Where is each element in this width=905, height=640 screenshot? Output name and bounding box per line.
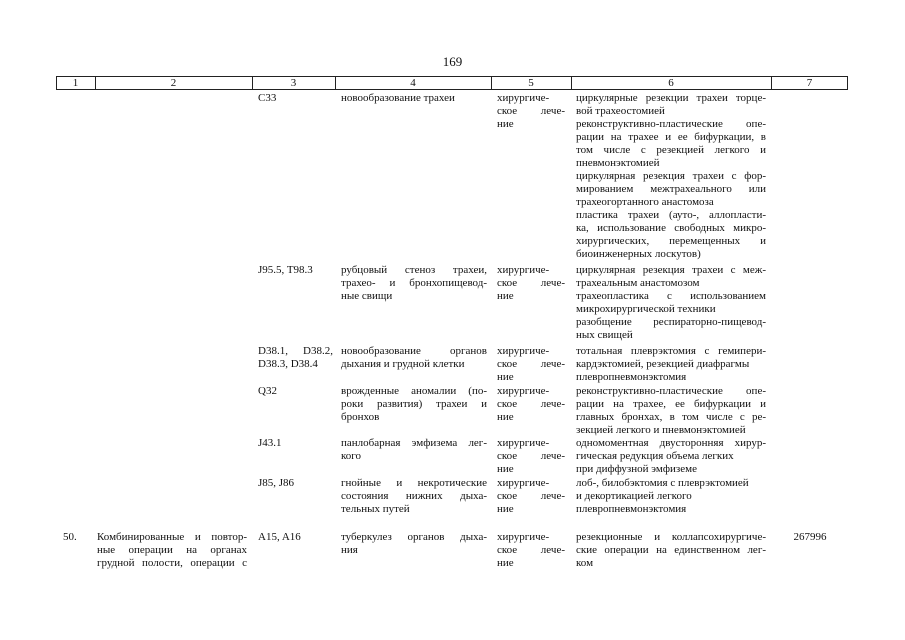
treatment-line: ние [497,371,514,383]
method-line: циркулярная резекция трахеи с меж- [576,264,766,276]
header-cell-3: 3 [290,77,297,89]
model-cell [341,385,487,424]
treatment-line: хирургиче- [497,531,550,543]
method-cell [576,264,766,342]
model-line: гнойные и некротические [341,477,487,489]
treatment-line: хирургиче- [497,92,550,104]
method-line: трахеопластика с использованием [576,290,766,302]
model-line: состояния нижних дыха- [341,490,487,502]
method-line: пневмонэктомией [576,157,660,169]
header-divider [95,76,96,90]
method-line: циркулярные резекции трахеи торце- [576,92,766,104]
procedure-name-line: ные операции на органах [97,544,247,556]
method-line: ские операции на единственном лег- [576,544,766,556]
model-line: панлобарная эмфизема лег- [341,437,487,449]
method-line: при диффузной эмфиземе [576,463,697,475]
method-line: ка, использование свободных микро- [576,222,766,234]
method-line: рации на трахее, ее бифуркации и [576,398,766,410]
method-line: мированием межтрахеального или [576,183,766,195]
method-line: рации на трахее и ее бифуркации, в [576,131,766,143]
treatment-line: ское лече- [497,277,565,289]
treatment-line: хирургиче- [497,345,550,357]
header-cell-7: 7 [806,77,813,89]
treatment-line: ние [497,118,514,130]
procedure-name-line: Комбинированные и повтор- [97,531,247,543]
treatment-line: ние [497,290,514,302]
procedure-name-line: грудной полости, операции с [97,557,247,569]
header-divider [847,76,848,90]
method-line: лоб-, билобэктомия с плеврэктомией [576,477,749,489]
treatment-line: ское лече- [497,358,565,370]
method-cell [576,385,766,437]
method-line: плевропневмонэктомия [576,503,687,515]
model-cell [341,531,487,557]
code-cell: Q32 [258,385,277,397]
treatment-cell [497,437,565,476]
method-line: одномоментная двусторонняя хирур- [576,437,766,449]
treatment-line: хирургиче- [497,437,550,449]
model-line: трахео- и бронхопищевод- [341,277,487,289]
method-line: гическая редукция объема легких [576,450,734,462]
method-line: вой трахеостомией [576,105,665,117]
code-cell [258,345,333,371]
treatment-line: ское лече- [497,398,565,410]
model-cell [341,477,487,516]
model-line: рубцовый стеноз трахеи, [341,264,487,276]
method-line: трахеогортанного анастомоза [576,196,714,208]
treatment-line: хирургиче- [497,385,550,397]
procedure-name-cell [97,531,247,570]
model-line: ные свищи [341,290,393,302]
method-line: микрохирургической техники [576,303,716,315]
method-cell [576,477,766,516]
header-divider [252,76,253,90]
model-line: новообразование органов [341,345,487,357]
code-cell: J85, J86 [258,477,295,489]
treatment-cell [497,92,565,131]
method-line: и декортикацией легкого [576,490,692,502]
header-divider [335,76,336,90]
method-line: ком [576,557,594,569]
method-line: ных свищей [576,329,633,341]
code-line: D38.3, D38.4 [258,358,318,370]
code-cell: J95.5, T98.3 [258,264,313,276]
treatment-cell [497,264,565,303]
model-line: ния [341,544,358,556]
model-line: тельных путей [341,503,410,515]
model-line: туберкулез органов дыха- [341,531,487,543]
method-line: пластика трахеи (ауто-, аллопласти- [576,209,766,221]
header-divider [571,76,572,90]
treatment-line: хирургиче- [497,477,550,489]
model-cell [341,264,487,303]
model-cell [341,92,487,105]
method-cell [576,92,766,261]
method-line: главных бронхах, в том числе с ре- [576,411,766,423]
method-line: тотальная плеврэктомия с гемипери- [576,345,766,357]
treatment-line: ние [497,411,514,423]
model-line: бронхов [341,411,380,423]
code-cell: A15, A16 [258,531,301,543]
header-cell-2: 2 [170,77,177,89]
method-line: том числе с резекцией легкого и [576,144,766,156]
treatment-cell [497,345,565,384]
method-cell [576,345,766,384]
method-line: резекционные и коллапсохирургиче- [576,531,766,543]
model-line: кого [341,450,362,462]
model-line: дыхания и грудной клетки [341,358,465,370]
method-line: хирургических, перемещенных и [576,235,766,247]
method-line: реконструктивно-пластические опе- [576,118,766,130]
method-line: зекцией легкого и пневмонэктомией [576,424,746,436]
model-line: новообразование трахеи [341,92,455,104]
method-line: плевропневмонэктомия [576,371,687,383]
method-line: кардэктомией, резекцией диафрагмы [576,358,750,370]
treatment-cell [497,385,565,424]
treatment-line: хирургиче- [497,264,550,276]
method-line: циркулярная резекция трахеи с фор- [576,170,766,182]
header-divider [491,76,492,90]
treatment-line: ское лече- [497,105,565,117]
model-line: роки развития) трахеи и [341,398,487,410]
treatment-line: ское лече- [497,544,565,556]
code-line: D38.1, D38.2, [258,345,333,357]
method-line: разобщение респираторно-пищевод- [576,316,766,328]
header-cell-5: 5 [528,77,534,89]
method-cell [576,437,766,476]
row-number: 50. [63,531,77,543]
header-cell-4: 4 [410,77,416,89]
treatment-cell [497,531,565,570]
header-cell-6: 6 [668,77,674,89]
method-line: реконструктивно-пластические опе- [576,385,766,397]
header-row [56,77,848,89]
model-line: врожденные аномалии (по- [341,385,487,397]
header-bottom-line [56,89,848,90]
code-cell: J43.1 [258,437,282,449]
price-cell: 267996 [793,531,827,543]
treatment-cell [497,477,565,516]
method-line: биоинженерных лоскутов) [576,248,701,260]
treatment-line: ние [497,557,514,569]
treatment-line: ние [497,503,514,515]
header-cell-1: 1 [72,77,79,89]
code-cell: C33 [258,92,277,104]
model-cell [341,437,487,463]
treatment-line: ское лече- [497,450,565,462]
header-divider [56,76,57,90]
header-divider [771,76,772,90]
treatment-line: ние [497,463,514,475]
method-line: трахеальным анастомозом [576,277,700,289]
page-number: 169 [442,54,463,69]
method-cell [576,531,766,570]
treatment-line: ское лече- [497,490,565,502]
model-cell [341,345,487,371]
